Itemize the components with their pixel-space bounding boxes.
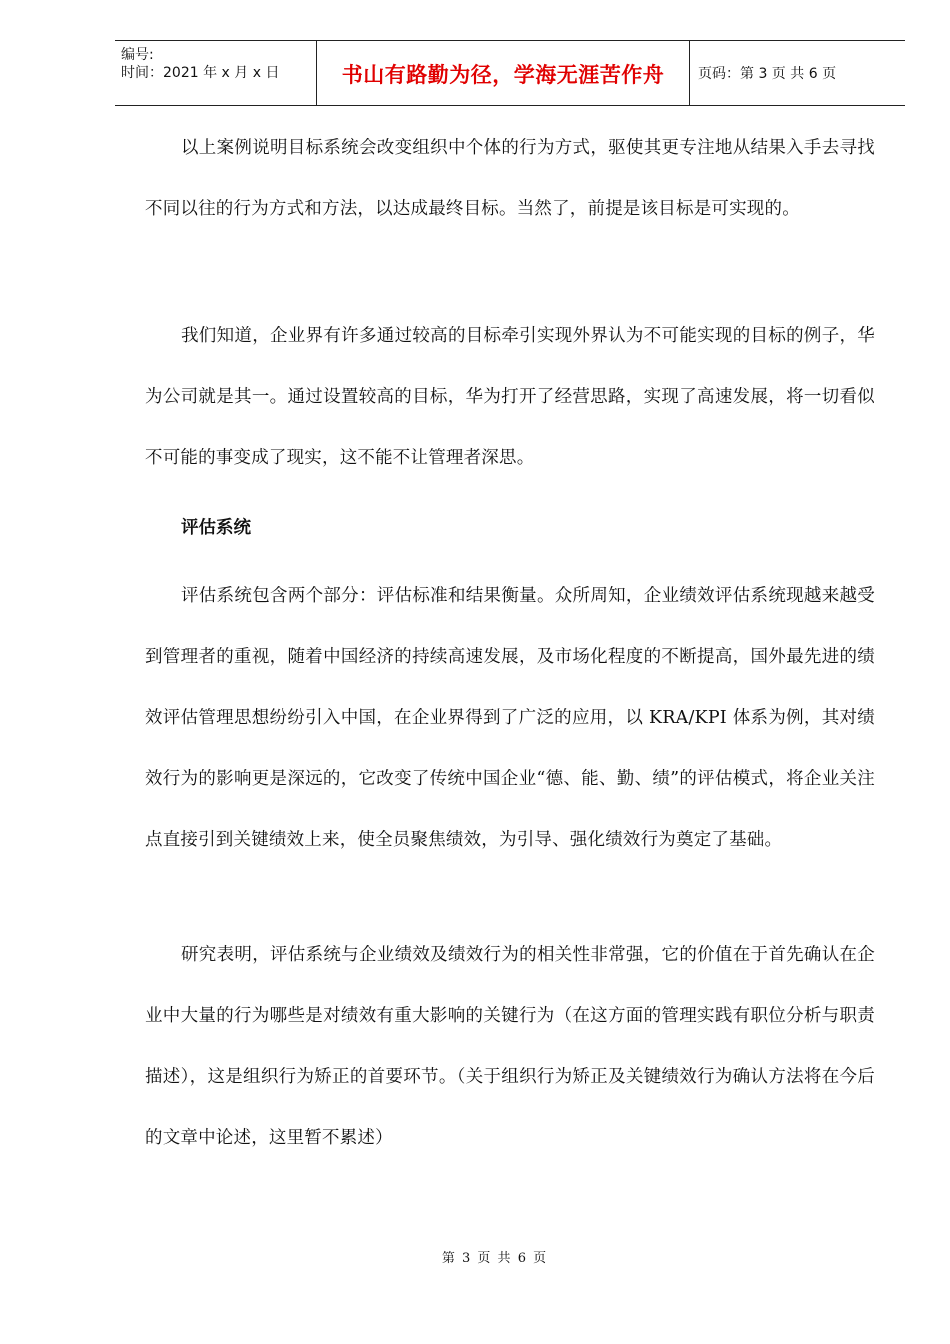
header-meta-cell (115, 41, 317, 105)
header-page-info: 页码：第 3 页 共 6 页 (698, 66, 837, 82)
page-footer: 第 3 页 共 6 页 (441, 1251, 547, 1266)
page-header (115, 40, 905, 106)
section-paragraph-1: 评估系统包含两个部分：评估标准和结果衡量。众所周知，企业绩效评估系统现越来越受到管理者的重视，随着中国经济的持续高速发展，及市场化程度的不断提高，国外最先进的绩效评估管理思想纷纷引入中国，在企业界得到了广泛的应用，以 KRA/KPI 体系为例，其对绩效行为的影响更是深远的，它改变了传统中国企业“德、能、勤、绩”的评估模式，将企业关注点直接引到关键绩效上来，使全员聚焦绩效，为引导、强化绩效行为奠定了基础。 (145, 586, 875, 850)
section-heading: 评估系统 (181, 518, 251, 538)
date-label: 时间：2021 年 x 月 x 日 (121, 65, 280, 81)
paragraph-2: 我们知道，企业界有许多通过较高的目标牵引实现外界认为不可能实现的目标的例子，华为公司就是其一。通过设置较高的目标，华为打开了经营思路，实现了高速发展，将一切看似不可能的事变成了现实，这不能不让管理者深思。 (145, 326, 875, 468)
serial-number-label: 编号: (121, 47, 154, 63)
paragraph-1: 以上案例说明目标系统会改变组织中个体的行为方式，驱使其更专注地从结果入手去寻找不同以往的行为方式和方法，以达成最终目标。当然了，前提是该目标是可实现的。 (145, 138, 875, 219)
section-paragraph-2: 研究表明，评估系统与企业绩效及绩效行为的相关性非常强，它的价值在于首先确认在企业中大量的行为哪些是对绩效有重大影响的关键行为（在这方面的管理实践有职位分析与职责描述），这是组织行为矫正的首要环节。（关于组织行为矫正及关键绩效行为确认方法将在今后的文章中论述，这里暂不累述） (145, 945, 875, 1148)
header-motto: 书山有路勤为径，学海无涯苦作舟 (317, 41, 690, 105)
